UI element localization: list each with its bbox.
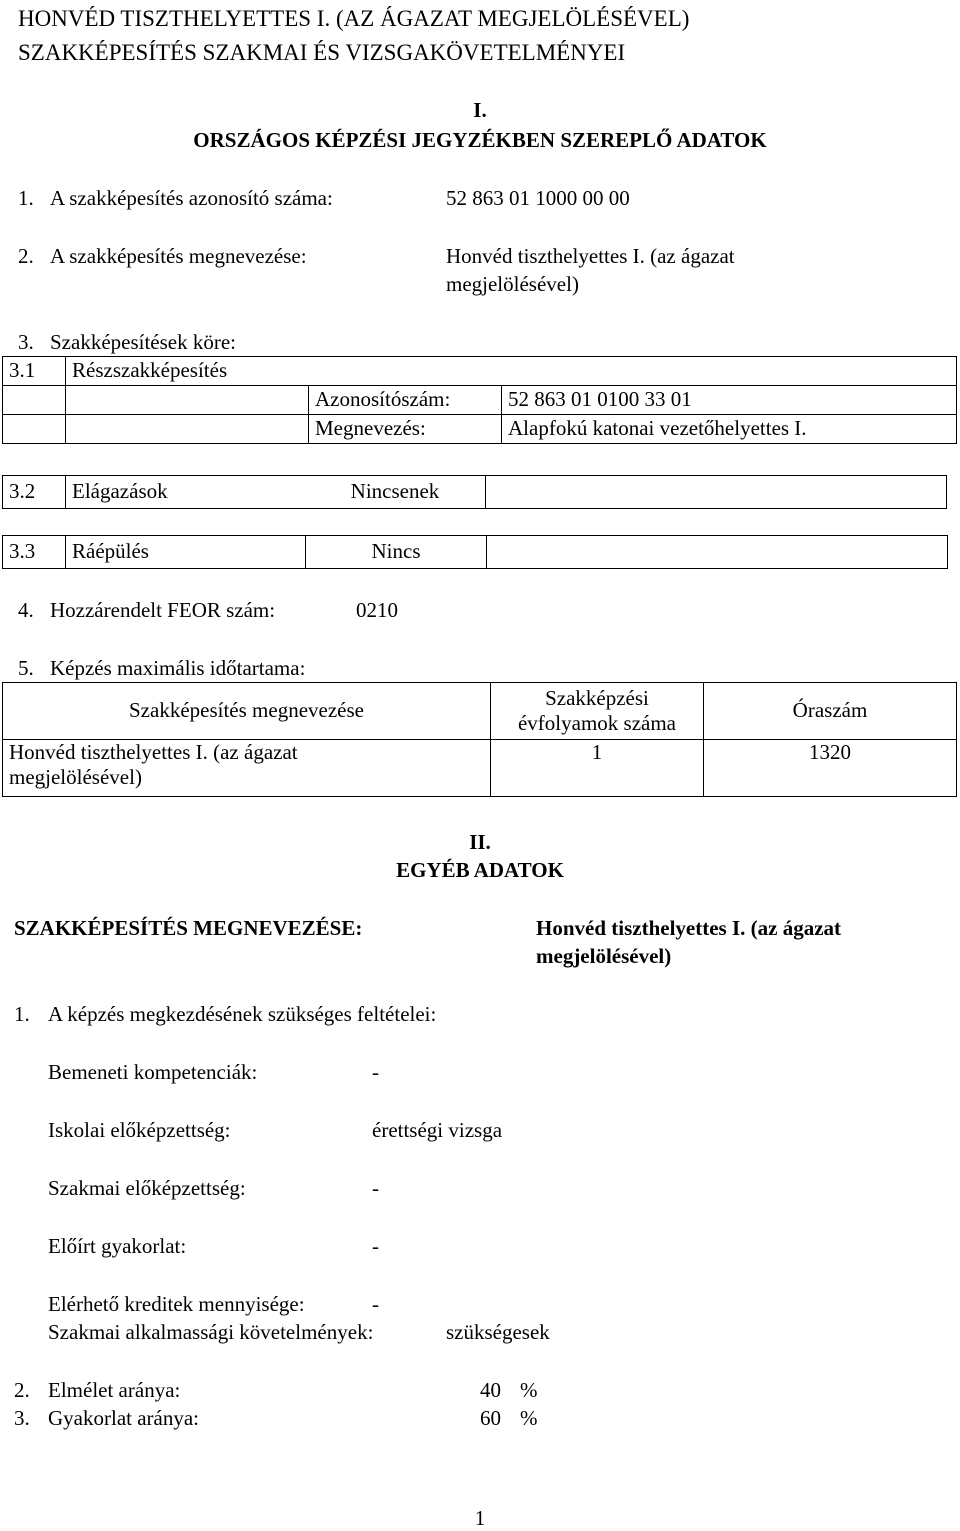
branches-value: Nincsenek [305,476,486,509]
ratio-theory-unit: % [520,1378,538,1402]
item2-value-line1: Honvéd tiszthelyettes I. (az ágazat [446,244,735,268]
item2-label: A szakképesítés megnevezése: [50,244,307,268]
partial-id-value: 52 863 01 0100 33 01 [502,386,957,415]
item5-number: 5. [18,656,34,680]
partial-id-label: Azonosítószám: [309,386,502,415]
ratio-theory-label: Elmélet aránya: [48,1378,181,1402]
page-number: 1 [474,1506,486,1530]
prereq-label-entry-competencies: Bemeneti kompetenciák: [48,1060,258,1084]
item2-number: 2. [18,244,34,268]
document-title-line2: SZAKKÉPESÍTÉS SZAKMAI ÉS VIZSGAKÖVETELMÉNYEI [18,40,626,65]
branches-label: Elágazások [66,476,306,509]
prereq-value-school: érettségi vizsga [372,1118,503,1142]
section-heading: ORSZÁGOS KÉPZÉSI JEGYZÉKBEN SZEREPLŐ ADATOK [193,128,767,152]
header-hours: Óraszám [704,683,957,740]
header-years [491,683,704,740]
header-years-line1: Szakképzési [545,685,649,710]
item4-value: 0210 [356,598,398,622]
section-number: I. [473,98,487,122]
buildon-value: Nincs [306,536,487,569]
prereq-value-credits: - [372,1292,379,1316]
partial-qualification-table [2,356,957,444]
buildon-number: 3.3 [3,536,66,569]
partial-name-label: Megnevezés: [309,415,502,444]
section2-number: II. [469,830,491,854]
item1-number: 1. [18,186,34,210]
partial-name-value: Alapfokú katonai vezetőhelyettes I. [502,415,957,444]
header-qualification-name: Szakképesítés megnevezése [3,683,491,740]
prereq-value-entry-competencies: - [372,1060,379,1084]
prereq-value-aptitude: szükségesek [446,1320,550,1344]
item1-label: A szakképesítés azonosító száma: [50,186,333,210]
prereq-label-credits: Elérhető kreditek mennyisége: [48,1292,305,1316]
item3-number: 3. [18,330,34,354]
ratio-practice-number: 3. [14,1406,30,1430]
prereq-label-aptitude: Szakmai alkalmassági követelmények: [48,1320,374,1344]
item5-label: Képzés maximális időtartama: [50,656,306,680]
ratio-practice-value: 60 [480,1406,501,1430]
duration-table [2,682,957,797]
ratio-theory-number: 2. [14,1378,30,1402]
item4-number: 4. [18,598,34,622]
buildon-table [2,535,948,569]
partial-label: Részszakképesítés [66,357,957,386]
prereq-value-practice: - [372,1234,379,1258]
row-name-line2: megjelölésével) [9,765,142,790]
row-years: 1 [491,740,704,797]
branches-table [2,475,947,509]
row-name-line1: Honvéd tiszthelyettes I. (az ágazat [9,740,298,764]
prereq-label-practice: Előírt gyakorlat: [48,1234,187,1258]
prereq-value-professional: - [372,1176,379,1200]
document-title-line1: HONVÉD TISZTHELYETTES I. (AZ ÁGAZAT MEGJELÖLÉSÉVEL) [18,6,690,31]
ratio-practice-label: Gyakorlat aránya: [48,1406,200,1430]
prereq-label-professional: Szakmai előképzettség: [48,1176,246,1200]
buildon-label: Ráépülés [66,536,306,569]
section2-heading: EGYÉB ADATOK [396,858,564,882]
qualification-value-line1: Honvéd tiszthelyettes I. (az ágazat [536,916,842,940]
prereq-label-school: Iskolai előképzettség: [48,1118,231,1142]
item4-label: Hozzárendelt FEOR szám: [50,598,276,622]
ratio-practice-unit: % [520,1406,538,1430]
ratio-theory-value: 40 [480,1378,501,1402]
item1-value: 52 863 01 1000 00 00 [446,186,630,210]
row-qualification-name [3,740,491,797]
item3-label: Szakképesítések köre: [50,330,237,354]
row-hours: 1320 [704,740,957,797]
prereq-heading: A képzés megkezdésének szükséges feltételei: [48,1002,437,1026]
branches-number: 3.2 [3,476,66,509]
item2-value-line2: megjelölésével) [446,272,579,296]
prereq-number: 1. [14,1002,30,1026]
header-years-line2: évfolyamok száma [517,711,677,735]
qualification-value-line2: megjelölésével) [536,944,672,968]
partial-number: 3.1 [3,357,66,386]
qualification-label: SZAKKÉPESÍTÉS MEGNEVEZÉSE: [14,916,363,940]
